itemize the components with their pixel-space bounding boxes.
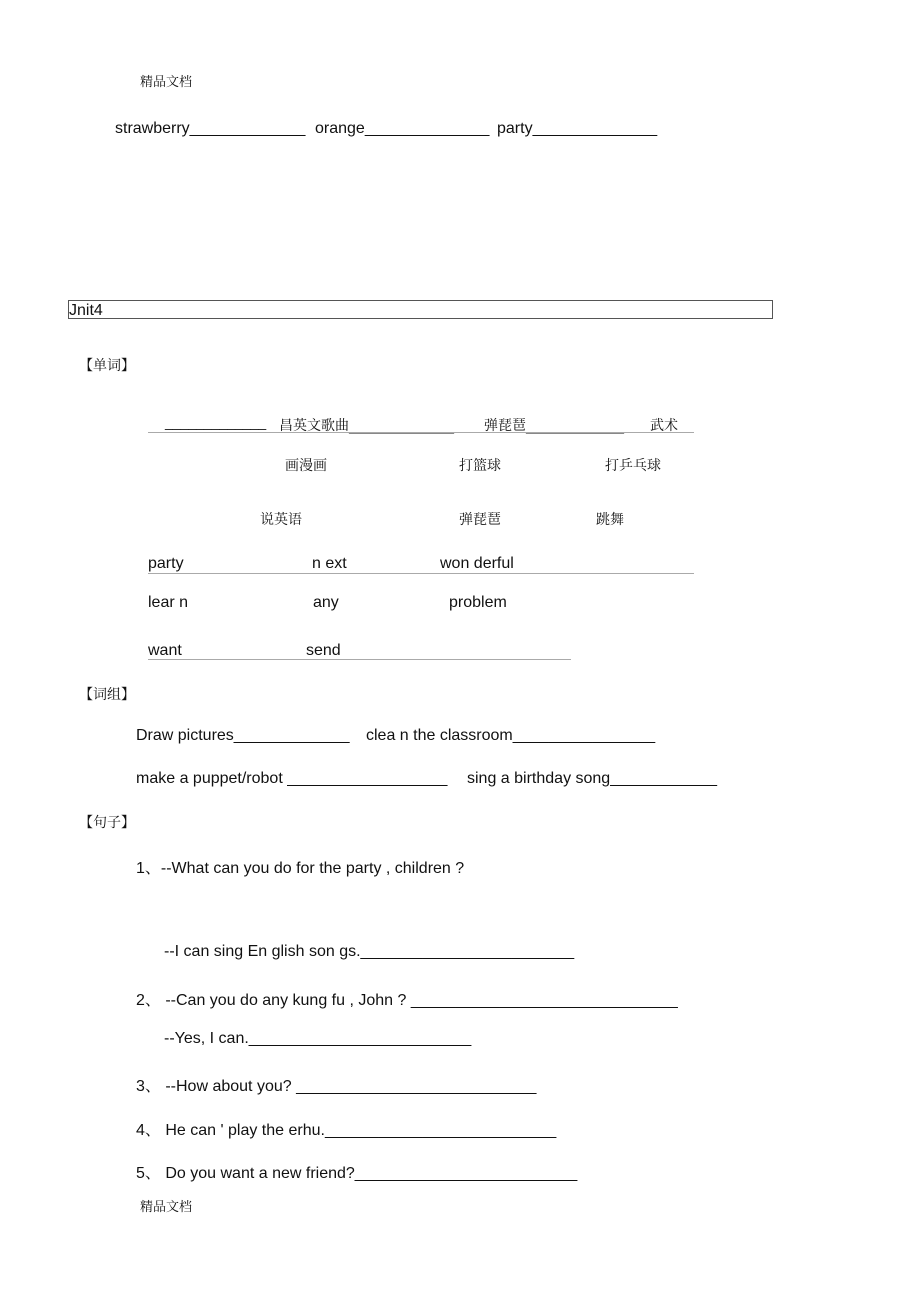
word-send: send [306, 642, 341, 659]
fruit-word-strawberry: strawberry_____________ [115, 120, 306, 137]
sentence-2-answer: --Yes, I can._________________________ [164, 1030, 472, 1047]
divider-line [148, 432, 694, 433]
sentence-3: 3、 --How about you? ___________________________ [136, 1078, 537, 1095]
word-kung-fu: 武术 [650, 418, 678, 434]
word-sing-english-songs: 昌英文歌曲_______________ [279, 418, 454, 434]
word-play-pipa-2: 弹琵琶 [459, 512, 501, 528]
word-play-basketball: 打篮球 [459, 458, 501, 474]
word-play-ping-pong: 打乒乓球 [605, 458, 661, 474]
sentence-1-question: 1、--What can you do for the party , children ? [136, 860, 465, 877]
unit-title-box [68, 300, 773, 319]
word-draw-cartoons: 画漫画 [285, 458, 327, 474]
unit-title: Jnit4 [69, 302, 103, 319]
fruit-word-party: party______________ [497, 120, 658, 137]
footer-watermark: 精品文档 [140, 1200, 193, 1215]
word-dance: 跳舞 [596, 512, 624, 528]
divider-line [148, 659, 571, 660]
word-want: want [148, 642, 182, 659]
phrase-draw-pictures: Draw pictures_____________ [136, 727, 350, 744]
phrase-sing-birthday-song: sing a birthday song____________ [467, 770, 717, 787]
section-sentences-heading: 【句子】 [79, 815, 135, 831]
header-watermark: 精品文档 [140, 75, 193, 90]
word-next: n ext [312, 555, 347, 572]
sentence-5: 5、 Do you want a new friend?_________________________ [136, 1165, 578, 1182]
divider-line [148, 573, 694, 574]
word-learn: lear n [148, 594, 189, 611]
word-any: any [313, 594, 339, 611]
word-speak-english: 说英语 [260, 512, 302, 528]
word-problem: problem [449, 594, 507, 611]
fruit-word-orange: orange______________ [315, 120, 490, 137]
section-phrases-heading: 【词组】 [79, 687, 135, 703]
section-words-heading: 【单词】 [79, 358, 135, 374]
sentence-2-question: 2、 --Can you do any kung fu , John ? ______________________________ [136, 992, 678, 1009]
word-blank: _____________ [165, 414, 267, 430]
sentence-1-answer: --I can sing En glish son gs.________________________ [164, 943, 575, 960]
phrase-make-puppet: make a puppet/robot __________________ [136, 770, 448, 787]
word-play-pipa: 弹琵琶______________ [484, 418, 624, 434]
sentence-4: 4、 He can ' play the erhu.__________________________ [136, 1122, 557, 1139]
word-party: party [148, 555, 184, 572]
phrase-clean-classroom: clea n the classroom________________ [366, 727, 656, 744]
word-wonderful: won derful [440, 555, 514, 572]
